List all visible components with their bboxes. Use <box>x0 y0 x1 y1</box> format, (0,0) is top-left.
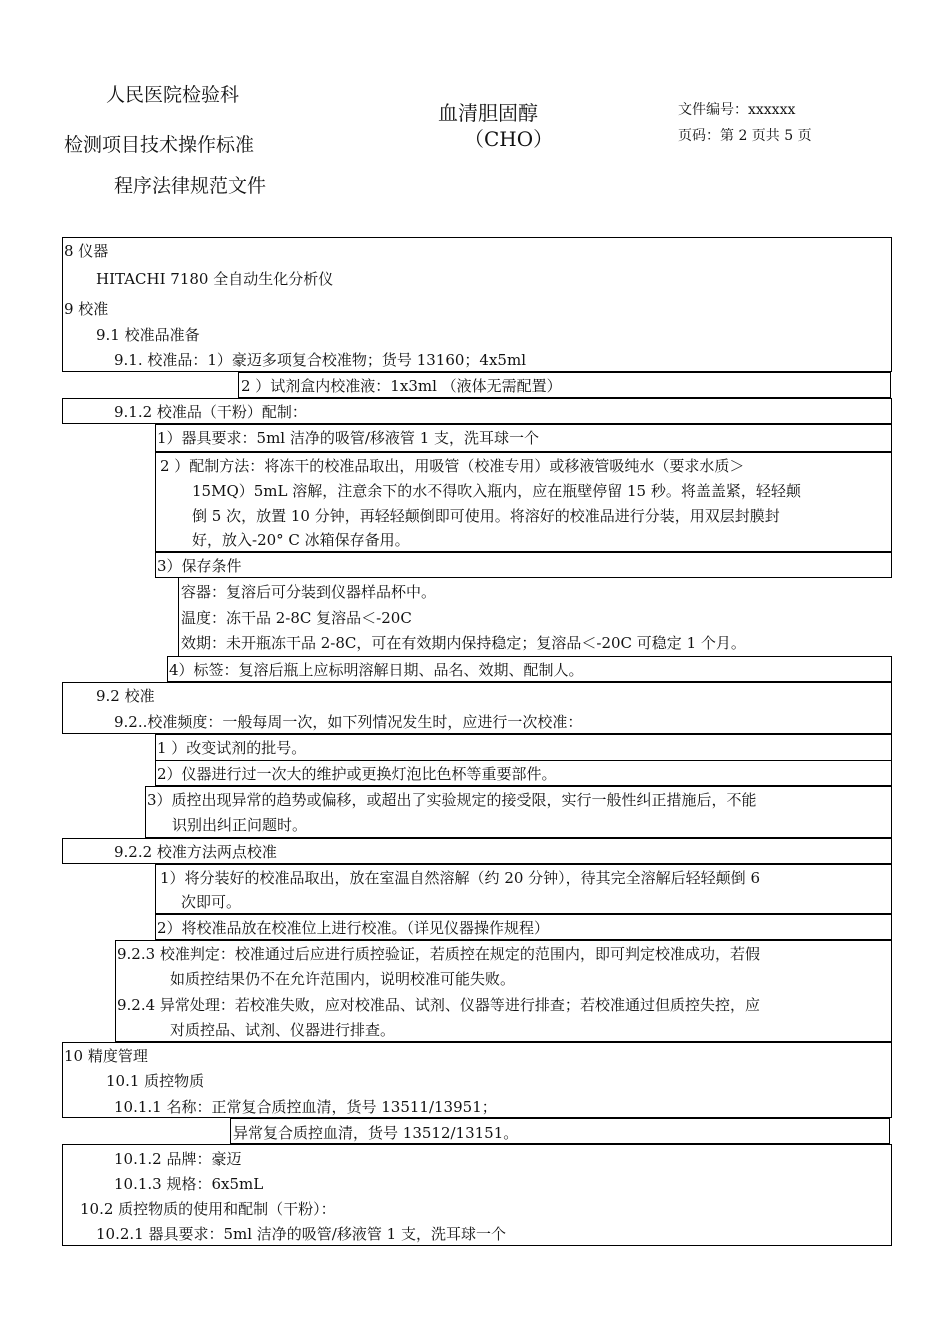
section-9-1-title: 9.1 校准品准备 <box>96 326 200 344</box>
item-9-2-1-1: 1 ）改变试剂的批号。 <box>157 739 307 757</box>
item-9-1-2-3: 3）保存条件 <box>157 557 242 575</box>
section-9-1-2-title: 9.1.2 校准品（干粉）配制： <box>114 403 307 421</box>
storage-container: 容器：复溶后可分装到仪器样品杯中。 <box>181 583 437 601</box>
section-10-title: 10 精度管理 <box>64 1047 148 1065</box>
doc-number: 文件编号：xxxxxx <box>678 102 796 118</box>
item-10-1-3: 10.1.3 规格：6x5mL <box>114 1175 264 1193</box>
storage-temperature: 温度：冻干品 2-8C 复溶品＜-20C <box>181 609 412 627</box>
section-9-title: 9 校准 <box>64 300 109 318</box>
item-9-1-2-2-line3: 倒 5 次，放置 10 分钟，再轻轻颠倒即可使用。将溶好的校准品进行分装，用双层封膜封 <box>192 507 780 525</box>
item-9-1-1-b: 2 ）试剂盒内校准液：1x3ml （液体无需配置） <box>241 377 562 395</box>
item-9-1-1: 9.1. 校准品：1）豪迈多项复合校准物；货号 13160；4x5ml <box>114 351 526 369</box>
storage-validity: 效期：未开瓶冻干品 2-8C，可在有效期内保持稳定；复溶品＜-20C 可稳定 1 个月。 <box>181 634 746 652</box>
item-9-2-1-3-line2: 识别出纠正问题时。 <box>172 816 308 834</box>
item-9-1-2-4: 4）标签：复溶后瓶上应标明溶解日期、品名、效期、配制人。 <box>169 661 584 679</box>
section-8-title: 8 仪器 <box>64 242 109 260</box>
item-9-1-2-2-line2: 15MQ）5mL 溶解，注意余下的水不得吹入瓶内，应在瓶壁停留 15 秒。将盖盖紧，轻轻颠 <box>192 482 801 500</box>
item-9-2-2-1-line2: 次即可。 <box>181 893 242 911</box>
item-9-2-1-2: 2）仪器进行过一次大的维护或更换灯泡比色杯等重要部件。 <box>157 765 557 783</box>
section-9-2-2-title: 9.2.2 校准方法两点校准 <box>114 843 277 861</box>
item-9-2-3-line2: 如质控结果仍不在允许范围内，说明校准可能失败。 <box>170 970 516 988</box>
doc-category: 检测项目技术操作标准 <box>64 134 255 156</box>
instrument-name: HITACHI 7180 全自动生化分析仪 <box>96 270 334 288</box>
item-10-1-2: 10.1.2 品牌：豪迈 <box>114 1150 242 1168</box>
item-10-1-1-b: 异常复合质控血清，货号 13512/13151。 <box>233 1124 519 1142</box>
item-10-2-1: 10.2.1 器具要求：5ml 洁净的吸管/移液管 1 支，洗耳球一个 <box>96 1225 506 1243</box>
item-9-2-4-line2: 对质控品、试剂、仪器进行排查。 <box>170 1021 396 1039</box>
item-10-1-1: 10.1.1 名称：正常复合质控血清，货号 13511/13951； <box>114 1098 497 1116</box>
org-name: 人民医院检验科 <box>106 84 240 106</box>
section-10-2-title: 10.2 质控物质的使用和配制（干粉）： <box>80 1200 336 1218</box>
item-9-2-1: 9.2..校准频度：一般每周一次，如下列情况发生时，应进行一次校准： <box>114 713 583 731</box>
item-9-2-2-1-line1: 1）将分装好的校准品取出，放在室温自然溶解（约 20 分钟），待其完全溶解后轻轻颠倒 6 <box>160 869 760 887</box>
item-9-2-2-2: 2）将校准品放在校准位上进行校准。（详见仪器操作规程） <box>157 919 550 937</box>
section-9-2-title: 9.2 校准 <box>96 687 155 705</box>
doc-type: 程序法律规范文件 <box>114 175 267 197</box>
item-9-2-1-3-line1: 3）质控出现异常的趋势或偏移，或超出了实验规定的接受限，实行一般性纠正措施后，不能 <box>147 791 757 809</box>
item-9-1-2-2-line1: 2 ）配制方法：将冻干的校准品取出，用吸管（校准专用）或移液管吸纯水（要求水质＞ <box>160 457 745 475</box>
item-9-2-3-line1: 9.2.3 校准判定：校准通过后应进行质控验证，若质控在规定的范围内，即可判定校准成功，若假 <box>117 945 760 963</box>
item-9-1-2-1: 1）器具要求：5ml 洁净的吸管/移液管 1 支，洗耳球一个 <box>157 429 540 447</box>
doc-title: 血清胆固醇 <box>438 101 538 125</box>
item-9-2-4-line1: 9.2.4 异常处理：若校准失败，应对校准品、试剂、仪器等进行排查；若校准通过但质控失控，应 <box>117 996 760 1014</box>
doc-title-abbr: （CHO） <box>464 127 554 151</box>
box-912-3 <box>155 552 892 578</box>
item-9-1-2-2-line4: 好，放入-20° C 冰箱保存备用。 <box>192 531 410 549</box>
section-10-1-title: 10.1 质控物质 <box>106 1072 205 1090</box>
page-info: 页码：第 2 页共 5 页 <box>678 128 812 144</box>
